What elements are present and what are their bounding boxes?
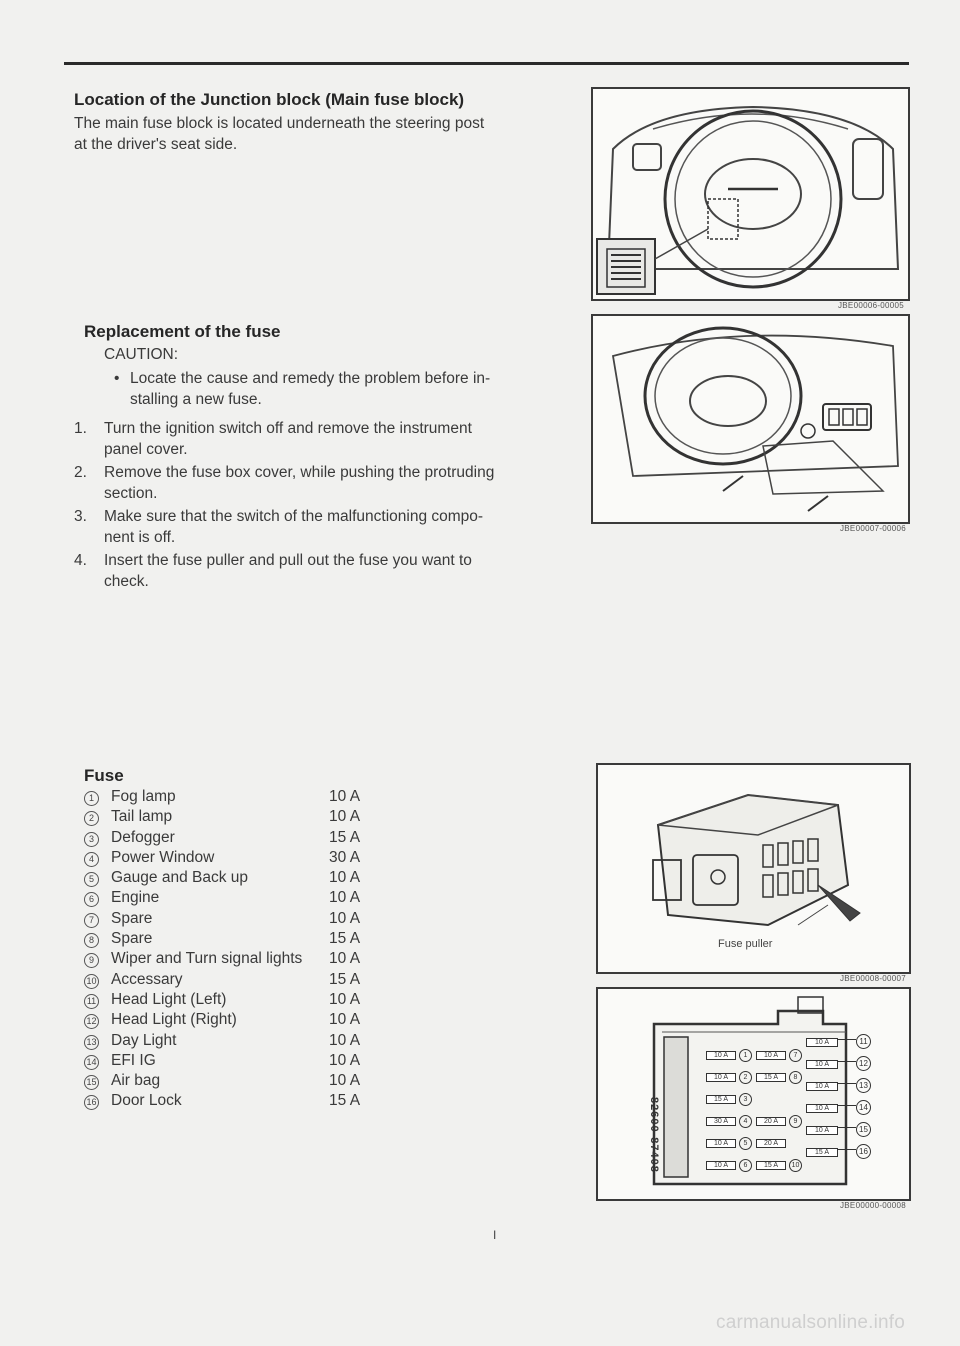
fuse-slot xyxy=(706,1066,752,1088)
fuse-slot-amp: 15 A xyxy=(706,1095,736,1104)
fuse-name: Defogger xyxy=(111,828,175,846)
fuse-list xyxy=(84,788,384,1113)
fuse-slot-amp: 20 A xyxy=(756,1139,786,1148)
fuse-slot xyxy=(806,1097,871,1119)
fuse-column-left xyxy=(706,1044,752,1176)
fuse-number-badge: 15 xyxy=(84,1075,99,1090)
fuse-name: Spare xyxy=(111,909,153,927)
fuse-heading: Fuse xyxy=(84,766,124,785)
fuse-slot-number: 13 xyxy=(856,1078,871,1093)
fuse-amperage: 10 A xyxy=(329,909,361,927)
fuse-name: Day Light xyxy=(111,1031,177,1049)
fuse-amperage: 10 A xyxy=(329,1072,361,1090)
fuse-slot-number: 4 xyxy=(739,1115,752,1128)
fuse-slot xyxy=(706,1154,752,1176)
step-line1: Insert the fuse puller and pull out the fuse you want to xyxy=(104,552,472,569)
fuse-slot-amp: 10 A xyxy=(806,1060,838,1069)
fuse-row xyxy=(84,950,384,970)
fuse-name: Tail lamp xyxy=(111,808,173,826)
fuse-row xyxy=(84,971,384,991)
fuse-number-badge: 8 xyxy=(84,933,99,948)
fuse-slot-amp: 10 A xyxy=(706,1051,736,1060)
fuse-row xyxy=(84,1072,384,1092)
fuse-row xyxy=(84,910,384,930)
caution-bullet-line1: Locate the cause and remedy the problem before in- xyxy=(130,370,491,387)
fuse-slot-amp: 15 A xyxy=(756,1161,786,1170)
fuse-slot xyxy=(756,1110,802,1132)
fuse-slot-number: 1 xyxy=(739,1049,752,1062)
fuse-number-badge: 12 xyxy=(84,1014,99,1029)
fuse-number-badge: 11 xyxy=(84,994,99,1009)
fuse-name: Fog lamp xyxy=(111,788,176,805)
fuse-name: Head Light (Right) xyxy=(111,1011,237,1029)
fuse-slot-number: 7 xyxy=(789,1049,802,1062)
fuse-amperage: 10 A xyxy=(329,950,361,968)
fuse-slot xyxy=(706,1110,752,1132)
fuse-slot-amp: 10 A xyxy=(706,1073,736,1082)
fuse-slot-amp: 10 A xyxy=(706,1161,736,1170)
fuse-slot-empty xyxy=(756,1088,802,1110)
figure-fuse-puller xyxy=(596,763,911,974)
location-text-line1: The main fuse block is located underneath the steering post xyxy=(74,115,485,132)
fuse-slot-number: 3 xyxy=(739,1093,752,1106)
panel-cover-illustration xyxy=(593,316,908,522)
step-line2: panel cover. xyxy=(104,441,188,458)
fuse-amperage: 10 A xyxy=(329,869,361,887)
fuse-slot xyxy=(706,1088,752,1110)
fuse-number-badge: 4 xyxy=(84,852,99,867)
fuse-number-badge: 13 xyxy=(84,1035,99,1050)
fuse-slot-number: 15 xyxy=(856,1122,871,1137)
fuse-amperage: 10 A xyxy=(329,1011,361,1029)
fuse-number-badge: 14 xyxy=(84,1055,99,1070)
figure-panel-cover xyxy=(591,314,910,524)
fuse-slot-amp: 15 A xyxy=(756,1073,786,1082)
step-line2: nent is off. xyxy=(104,529,176,546)
fuse-name: Power Window xyxy=(111,848,215,866)
step-item xyxy=(74,550,564,592)
fuse-slot-number: 6 xyxy=(739,1159,752,1172)
fuse-amperage: 15 A xyxy=(329,970,361,988)
fuse-block-part-number: 82600-87408 xyxy=(648,1097,660,1173)
fuse-slot-amp: 10 A xyxy=(756,1051,786,1060)
location-heading: Location of the Junction block (Main fuse block) xyxy=(74,90,465,109)
fuse-slot-amp: 30 A xyxy=(706,1117,736,1126)
fuse-number-badge: 9 xyxy=(84,953,99,968)
fuse-name: Air bag xyxy=(111,1072,161,1090)
fuse-slot-amp: 10 A xyxy=(706,1139,736,1148)
step-item xyxy=(74,418,564,460)
fuse-slot xyxy=(706,1044,752,1066)
fuse-slot-number: 16 xyxy=(856,1144,871,1159)
fuse-row xyxy=(84,1032,384,1052)
fuse-number-badge: 7 xyxy=(84,913,99,928)
fuse-amperage: 30 A xyxy=(329,848,361,866)
step-number: 4. xyxy=(74,552,87,569)
fuse-number-badge: 3 xyxy=(84,832,99,847)
caution-bullet-line2: stalling a new fuse. xyxy=(130,391,262,408)
step-number: 2. xyxy=(74,464,87,481)
fuse-row xyxy=(84,869,384,889)
fuse-name: Wiper and Turn signal lights xyxy=(111,950,303,968)
fuse-name: Engine xyxy=(111,889,160,907)
caution-label: CAUTION: xyxy=(104,346,179,363)
fuse-slot xyxy=(806,1119,871,1141)
fuse-amperage: 15 A xyxy=(329,930,361,948)
fuse-slot-number: 2 xyxy=(739,1071,752,1084)
fuse-slot-amp: 10 A xyxy=(806,1038,838,1047)
fuse-amperage: 15 A xyxy=(329,1092,361,1110)
fuse-number-badge: 2 xyxy=(84,811,99,826)
figure-4-code: JBE00000-00008 xyxy=(840,1201,907,1210)
fuse-row xyxy=(84,991,384,1011)
bullet-dot: • xyxy=(114,370,120,387)
figure-steering-post xyxy=(591,87,910,301)
fuse-name: Head Light (Left) xyxy=(111,990,227,1008)
fuse-slot xyxy=(806,1075,871,1097)
fuse-amperage: 10 A xyxy=(329,889,361,907)
fuse-slot-number: 14 xyxy=(856,1100,871,1115)
fuse-slot-amp: 10 A xyxy=(806,1104,838,1113)
fuse-slot-number: 5 xyxy=(739,1137,752,1150)
step-item xyxy=(74,506,564,548)
fuse-number-badge: 1 xyxy=(84,791,99,806)
fuse-name: Door Lock xyxy=(111,1092,182,1110)
fuse-row xyxy=(84,930,384,950)
fuse-row xyxy=(84,1092,384,1112)
fuse-name: Accessary xyxy=(111,970,183,988)
fuse-slot-amp: 15 A xyxy=(806,1148,838,1157)
site-watermark: carmanualsonline.info xyxy=(716,1312,906,1333)
fuse-row xyxy=(84,1052,384,1072)
fuse-slot xyxy=(756,1044,802,1066)
caution-bullet xyxy=(104,368,564,410)
fuse-amperage: 10 A xyxy=(329,808,361,826)
step-line1: Remove the fuse box cover, while pushing the protruding xyxy=(104,464,495,481)
fuse-slot xyxy=(806,1141,871,1163)
fuse-row xyxy=(84,1011,384,1031)
fuse-slot xyxy=(756,1066,802,1088)
step-line2: check. xyxy=(104,573,149,590)
steering-wheel-illustration xyxy=(593,89,908,299)
figure-3-code: JBE00008-00007 xyxy=(840,974,907,983)
step-number: 3. xyxy=(74,508,87,525)
fuse-name: Spare xyxy=(111,930,153,948)
fuse-slot-amp: 10 A xyxy=(806,1082,838,1091)
fuse-number-badge: 16 xyxy=(84,1095,99,1110)
fuse-row xyxy=(84,829,384,849)
fuse-amperage: 10 A xyxy=(329,1051,361,1069)
step-line1: Make sure that the switch of the malfunctioning compo- xyxy=(104,508,484,525)
step-number: 1. xyxy=(74,420,87,437)
fuse-number-badge: 6 xyxy=(84,892,99,907)
replacement-steps xyxy=(74,418,564,594)
fuse-number-badge: 5 xyxy=(84,872,99,887)
fuse-column-middle xyxy=(756,1044,802,1176)
fuse-column-right xyxy=(806,1031,871,1163)
fuse-name: Gauge and Back up xyxy=(111,869,249,887)
fuse-amperage: 10 A xyxy=(329,990,361,1008)
fuse-slot xyxy=(806,1031,871,1053)
fuse-slot xyxy=(706,1132,752,1154)
fuse-number-badge: 10 xyxy=(84,974,99,989)
fuse-row xyxy=(84,889,384,909)
fuse-amperage: 10 A xyxy=(329,788,361,805)
figure-2-code: JBE00007-00006 xyxy=(840,524,907,533)
fuse-slot-number: 8 xyxy=(789,1071,802,1084)
fuse-row xyxy=(84,788,384,808)
fuse-slot-amp: 10 A xyxy=(806,1126,838,1135)
fuse-slot xyxy=(756,1154,802,1176)
fuse-name: EFI IG xyxy=(111,1051,156,1069)
fuse-slot-number: 12 xyxy=(856,1056,871,1071)
fuse-slot xyxy=(806,1053,871,1075)
fuse-slot-number: 11 xyxy=(856,1034,871,1049)
fuse-puller-label: Fuse puller xyxy=(718,938,773,950)
fuse-slot-amp: 20 A xyxy=(756,1117,786,1126)
page-mark: I xyxy=(493,1228,497,1242)
fuse-amperage: 10 A xyxy=(329,1031,361,1049)
step-line2: section. xyxy=(104,485,158,502)
top-rule xyxy=(64,62,909,65)
fuse-slot xyxy=(756,1132,802,1154)
fuse-row xyxy=(84,849,384,869)
figure-1-code: JBE00006-00005 xyxy=(838,301,905,310)
fuse-slot-number: 9 xyxy=(789,1115,802,1128)
replacement-heading: Replacement of the fuse xyxy=(84,322,281,341)
location-text-line2: at the driver's seat side. xyxy=(74,136,238,153)
fuse-row xyxy=(84,808,384,828)
figure-fuse-layout xyxy=(596,987,911,1201)
fuse-amperage: 15 A xyxy=(329,828,361,846)
step-item xyxy=(74,462,564,504)
step-line1: Turn the ignition switch off and remove the instrument xyxy=(104,420,472,437)
fuse-slot-number: 10 xyxy=(789,1159,802,1172)
